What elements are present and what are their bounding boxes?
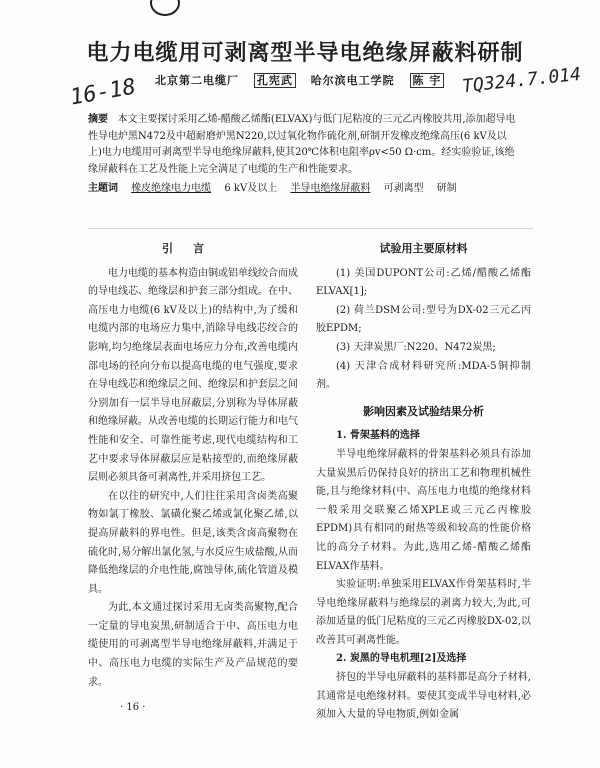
left-column xyxy=(88,240,298,692)
author-1: 孔宪武 xyxy=(254,73,296,88)
handwritten-class-number: TQ324.7.014 xyxy=(461,63,582,98)
author-line xyxy=(155,72,444,88)
intro-paragraph: 电力电缆的基本构造由铜或铝单线绞合而成的导电线芯、绝缘层和护套三部分组成。在中、高压电力电缆(6 kV及以上)的结构中,为了缓和电缆内部的电场应力集中,消除导电线芯绞合的影响,均匀绝缘层表面电场应力分布,改善电缆内部电场的径向分布以提高电缆的电气强度,要求在导电线芯和绝缘层之间、绝缘层和护套层之间分别加有一层半导电屏蔽层,分别称为导体屏蔽和绝缘屏蔽。从改善电缆的长期运行能力和电气性能和安全、可靠性能考虑,现代电缆结构和工艺中要求导体屏蔽层应是粘接型的,而绝缘屏蔽层则必须具备可剥离性,并采用挤包工艺。 xyxy=(88,267,298,484)
subsection-heading: 2. 炭黑的导电机理[2]及选择 xyxy=(336,653,467,665)
keywords-label: 主题词 xyxy=(88,183,118,194)
affiliation-1: 北京第二电缆厂 xyxy=(155,74,239,87)
keyword-item: 6 kV及以上 xyxy=(224,183,278,194)
paper-title: 电力电缆用可剥离型半导电绝缘屏蔽料研制 xyxy=(86,41,524,66)
section-divider xyxy=(88,228,533,229)
keyword-item: 可剥离型 xyxy=(383,183,424,194)
keywords xyxy=(88,179,528,194)
material-item: (2) 荷兰DSM公司:型号为DX-02三元乙丙胶EPDM; xyxy=(316,304,531,335)
analysis-paragraph: 实验证明:单独采用ELVAX作骨架基料时,半导电绝缘屏蔽料与绝缘层的剥离力较大,为此,可添加适量的低门尼粘度的三元乙丙橡胶DX-02,以改善其可剥离性能。 xyxy=(316,579,531,646)
page-corner-mark xyxy=(150,0,180,16)
affiliation-2: 哈尔滨电工学院 xyxy=(310,74,395,87)
right-column xyxy=(316,240,531,725)
keyword-item: 橡皮绝缘电力电缆 xyxy=(131,183,212,194)
material-item: (3) 天津炭黑厂:N220、N472炭黑; xyxy=(336,341,496,353)
page-number: · 16 · xyxy=(120,702,146,713)
abstract-label: 摘要 xyxy=(88,114,108,125)
analysis-paragraph: 半导电绝缘屏蔽料的骨架基料必须具有添加大量炭黑后仍保持良好的挤出工艺和物理机械性能,且与绝缘材料(中、高压电力电缆的绝缘材料一般采用交联聚乙烯XPLE或三元乙丙橡胶EPDM)具有相同的耐热等级和较高的性能价格比的高分子材料。为此,选用乙烯-醋酸乙烯酯ELVAX作基料。 xyxy=(316,448,531,572)
material-item: (4) 天津合成材料研究所:MDA-5铜抑制剂。 xyxy=(316,360,531,391)
analysis-heading: 影响因素及试验结果分析 xyxy=(363,404,484,418)
intro-heading: 引言 xyxy=(162,242,224,255)
keyword-item: 半导电绝缘屏蔽料 xyxy=(290,183,371,194)
abstract-text: 本文主要探讨采用乙烯-醋酸乙烯酯(ELVAX)与低门尼粘度的三元乙丙橡胶共用,添加超导电性导电炉黑N472及中超耐磨炉黑N220,以过氧化物作硫化剂,研制开发橡皮绝缘高压(6 kV及以上)电力电缆用可剥离型半导电绝缘屏蔽料,使其20℃体积电阻率ρv<50 Ω·cm。经实验验证,该绝缘屏蔽料在工艺及性能上完全满足了电缆的生产和性能要求。 xyxy=(88,114,516,175)
abstract xyxy=(88,112,518,178)
author-2: 陈 宇 xyxy=(410,73,445,88)
handwritten-page-range: 16-18 xyxy=(68,74,138,111)
materials-heading: 试验用主要原材料 xyxy=(379,242,468,255)
subsection-heading: 1. 骨架基料的选择 xyxy=(336,430,420,442)
keyword-item: 研制 xyxy=(436,183,457,194)
intro-paragraph: 在以往的研究中,人们往往采用含卤类高聚物如氯丁橡胶、氯磺化聚乙烯或氯化聚乙烯,以提高屏蔽料的界电性。但是,该类含卤高聚物在硫化时,易分解出氯化氢,与水反应生成盐酸,从而降低绝缘层的介电性能,腐蚀导体,硫化管道及模具。 xyxy=(88,490,298,595)
analysis-paragraph: 挤包的半导电屏蔽料的基料都是高分子材料,其通常是电绝缘材料。要使其变成半导电材料,必须加入大量的导电物质,例如金属 xyxy=(316,672,531,721)
intro-paragraph: 为此,本文通过探讨采用无卤类高聚物,配合一定量的导电炭黑,研制适合于中、高压电力电缆使用的可剥离型半导电绝缘屏蔽料,并满足于中、高压电力电缆的实际生产及产品规范的要求。 xyxy=(88,602,298,688)
material-item: (1) 美国DUPONT公司:乙烯/醋酸乙烯酯ELVAX[1]; xyxy=(316,267,531,298)
